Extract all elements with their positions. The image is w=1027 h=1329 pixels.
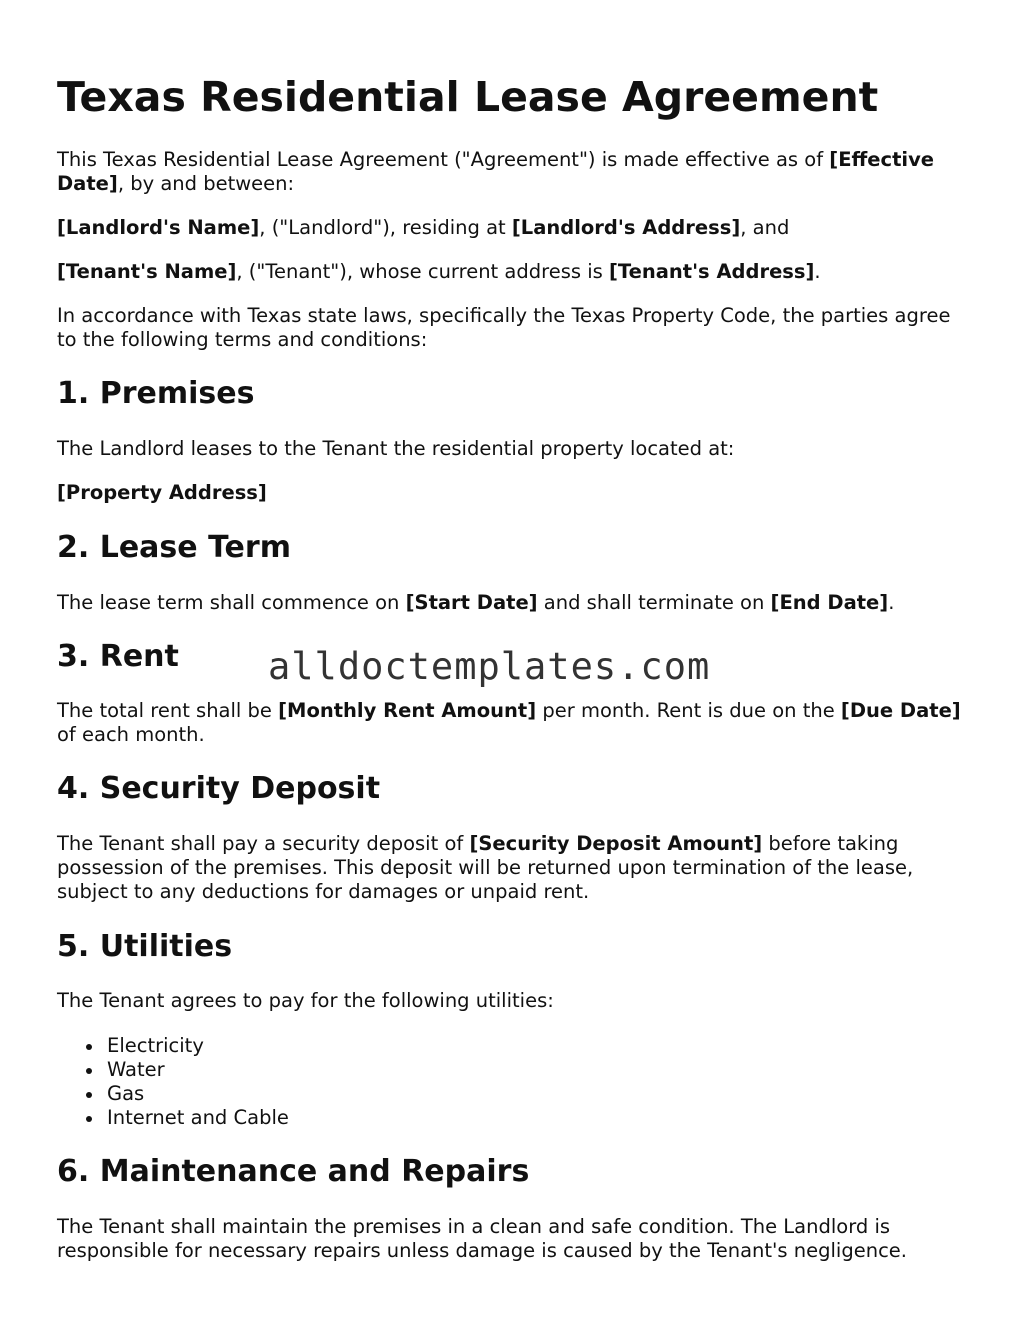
- landlord-name-placeholder: [Landlord's Name]: [57, 216, 260, 239]
- lease-term-paragraph: [57, 591, 967, 615]
- list-item: [57, 1106, 967, 1130]
- utility-water: Water: [107, 1058, 165, 1081]
- deposit-text: The Tenant shall pay a security deposit of: [57, 832, 470, 855]
- tenant-address-placeholder: [Tenant's Address]: [608, 260, 815, 283]
- intro-text: This Texas Residential Lease Agreement ("Agreement") is made effective as of: [57, 148, 830, 171]
- watermark: alldoctemplates.com: [268, 645, 711, 688]
- utility-gas: Gas: [107, 1082, 145, 1105]
- landlord-paragraph: [57, 216, 967, 240]
- bullet-icon: [86, 1044, 92, 1050]
- accordance-paragraph: In accordance with Texas state laws, specifically the Texas Property Code, the parties agree to the following terms and conditions:: [57, 304, 951, 351]
- lease-term-text: The lease term shall commence on: [57, 591, 406, 614]
- tenant-paragraph: [57, 260, 967, 284]
- rent-paragraph: [57, 699, 967, 747]
- monthly-rent-placeholder: [Monthly Rent Amount]: [278, 699, 537, 722]
- tenant-text-end: .: [814, 260, 821, 283]
- lease-term-text-mid: and shall terminate on: [537, 591, 771, 614]
- rent-text-mid: per month. Rent is due on the: [536, 699, 841, 722]
- bullet-icon: [86, 1092, 92, 1098]
- utility-internet-cable: Internet and Cable: [107, 1106, 289, 1129]
- tenant-name-placeholder: [Tenant's Name]: [57, 260, 237, 283]
- property-address-placeholder: [57, 481, 967, 505]
- intro-paragraph: [57, 148, 967, 196]
- landlord-text-end: , and: [740, 216, 790, 239]
- maintenance-heading: 6. Maintenance and Repairs: [57, 1154, 530, 1189]
- start-date-placeholder: [Start Date]: [405, 591, 538, 614]
- list-item: [57, 1082, 967, 1106]
- effective-date-placeholder: [Effective Date]: [57, 148, 935, 195]
- security-deposit-paragraph: [57, 832, 967, 904]
- maintenance-text: The Tenant shall maintain the premises in a clean and safe condition. The Landlord is responsible for necessary repairs unless damage is caused by the Tenant's negligence.: [57, 1215, 907, 1262]
- rent-heading: 3. Rent: [57, 639, 179, 674]
- tenant-text: , ("Tenant"), whose current address is: [236, 260, 609, 283]
- end-date-placeholder: [End Date]: [770, 591, 889, 614]
- bullet-icon: [86, 1116, 92, 1122]
- rent-text-end: of each month.: [57, 723, 205, 746]
- lease-term-text-end: .: [888, 591, 895, 614]
- premises-text: The Landlord leases to the Tenant the residential property located at:: [57, 437, 735, 460]
- landlord-text: , ("Landlord"), residing at: [259, 216, 512, 239]
- utility-electricity: Electricity: [107, 1034, 204, 1057]
- premises-heading: 1. Premises: [57, 376, 255, 411]
- utilities-list: [57, 1034, 967, 1130]
- rent-text: The total rent shall be: [57, 699, 279, 722]
- list-item: [57, 1034, 967, 1058]
- deposit-text-end: before taking possession of the premises. This deposit will be returned upon termination of the lease, subject to any deductions for damages or unpaid rent.: [57, 832, 914, 903]
- bullet-icon: [86, 1068, 92, 1074]
- deposit-amount-placeholder: [Security Deposit Amount]: [469, 832, 763, 855]
- utilities-text: The Tenant agrees to pay for the following utilities:: [57, 989, 554, 1012]
- utilities-heading: 5. Utilities: [57, 929, 233, 964]
- intro-text-end: , by and between:: [117, 172, 295, 195]
- property-address-text: [Property Address]: [57, 481, 267, 504]
- security-deposit-heading: 4. Security Deposit: [57, 771, 381, 806]
- due-date-placeholder: [Due Date]: [840, 699, 961, 722]
- lease-term-heading: 2. Lease Term: [57, 530, 291, 565]
- document-title: Texas Residential Lease Agreement: [57, 73, 879, 121]
- list-item: [57, 1058, 967, 1082]
- landlord-address-placeholder: [Landlord's Address]: [511, 216, 741, 239]
